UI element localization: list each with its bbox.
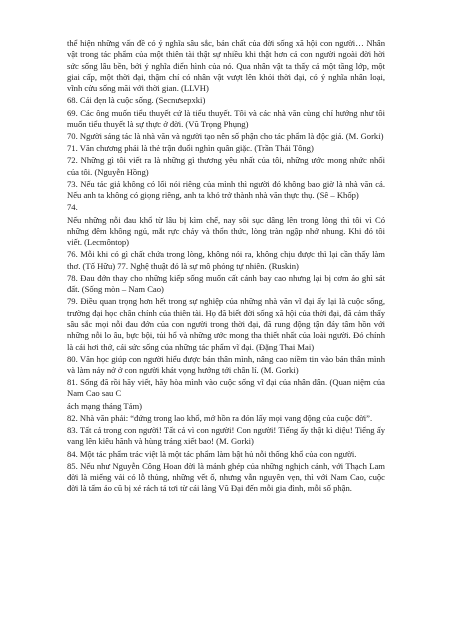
quote-72: 72. Những gì tôi viết ra là những gì thương yêu nhất của tôi, những ước mong nhức nhối của tôi. (Nguyễn Hồng): [67, 155, 385, 177]
quote-76-77: 76. Mỗi khi có gì chất chứa trong lòng, không nói ra, không chịu được thì lại cần thấy làm thơ. (Tố Hữu) 77. Nghệ thuật đó là sự mô phỏng tự nhiên. (Ruskin): [67, 249, 385, 271]
intro-paragraph: thể hiện những vấn đề có ý nghĩa sâu sắc, bản chất của đời sống xã hội con người… Nhân vật trong tác phẩm của một thiên tài thật sự nhiều khi thật hơn cả con người ngoài đời hời sức sống lâu bền, bởi ý nghĩa điển hình của nó. Qua nhân vật ta thấy cả một tầng lớp, một giai cấp, một thời đại, thậm chí có nhân vật vượt lên khỏi thời đại, có ý nghĩa nhân loại, vĩnh cửu sống mãi với thời gian. (LLVH): [67, 38, 385, 94]
quote-69: 69. Các ông muốn tiểu thuyết cứ là tiểu thuyết. Tôi và các nhà văn cùng chí hướng như tôi muốn tiểu thuyết là sự thực ở đời. (Vũ Trọng Phụng): [67, 107, 385, 129]
quote-71: 71. Văn chương phải là thẻ trận đuổi nghìn quân giặc. (Trần Thái Tông): [67, 143, 314, 154]
quote-74-text: Nếu những nỗi đau khổ từ lâu bị kìm chế, nay sôi sục dâng lên trong lòng thì tôi vì Có những đêm không ngủ, mắt rực cháy và thổn thức, lòng tràn ngập nhớ nhung. Khi đó tôi viết. (Lecmôntop): [67, 214, 385, 248]
quote-80: 80. Văn học giúp con người hiểu được bản thân mình, nâng cao niềm tin vào bản thân mình và làm nảy nở ở con người khát vọng hướng tới chân lí. (M. Gorki): [67, 353, 385, 375]
quote-68: 68. Cái đẹn là cuộc sống. (Secnưsepxki): [67, 95, 206, 106]
quote-79: 79. Điều quan trọng hơn hết trong sự nghiệp của những nhà văn vĩ đại ấy lại là cuộc sống, trường đại học chân chính của thiên tài. Họ đã biết đời sống xã hội của thời đại, đã cảm thấy sâu sắc mọi nỗi đau đớn của con người trong thời đại, đã rung động tận đáy tâm hồn với những nỗi lo âu, bực bội, tủi hổ và những ước mong tha thiết nhất của loài người. Đó chính là cái hơi thở, cái sức sống của những tác phẩm vĩ đại. (Đặng Thai Mai): [67, 296, 385, 352]
quote-81-continued: ách mạng tháng Tám): [67, 400, 143, 411]
quote-82: 82. Nhà văn phải: “đứng trong lao khổ, mở hồn ra đón lấy mọi vang động của cuộc đời”.: [67, 412, 373, 423]
quote-84: 84. Một tác phẩm trác việt là một tác phẩm làm bật hủ nỗi thống khổ của con người.: [67, 448, 357, 459]
quote-81: 81. Sống đã rồi hãy viết, hãy hòa mình vào cuộc sống vĩ đại của nhân dân. (Quan niệm của Nam Cao sau C: [67, 377, 385, 399]
quote-78: 78. Đau đớn thay cho những kiếp sống muốn cất cánh bay cao nhưng lại bị cơm áo ghì sát đất. (Sống mòn – Nam Cao): [67, 272, 385, 295]
quote-74-number: 74.: [67, 202, 78, 213]
quote-83: 83. Tất cả trong con người! Tất cả vì con người! Con người! Tiếng ấy thật kì diệu! Tiếng ấy vang lên kiêu hãnh và hùng tráng xiết bao! (M. Gorki): [67, 425, 385, 447]
quote-85: 85. Nếu như Nguyễn Công Hoan đời là mảnh ghép của những nghịch cảnh, với Thạch Lam đời là miếng vải có lỗ thủng, những vết ố, nhưng vẫn nguyên vẹn, thì với Nam Cao, cuộc đời là tấm áo cũ bị xé rách tả tơi từ cái làng Vũ Đại đến mỗi gia đình, mỗi số phận.: [67, 460, 385, 494]
quote-73: 73. Nếu tác giả không có lối nói riêng của mình thì người đó không bao giờ là nhà văn cả. Nếu anh ta không có giọng riêng, anh ta khó trở thành nhà văn thực thụ. (Sê – Khốp): [67, 178, 385, 201]
document-body: [67, 38, 385, 496]
quote-70: 70. Người sáng tác là nhà văn và người tạo nên số phận cho tác phẩm là độc giả. (M. Gorki): [67, 131, 384, 142]
